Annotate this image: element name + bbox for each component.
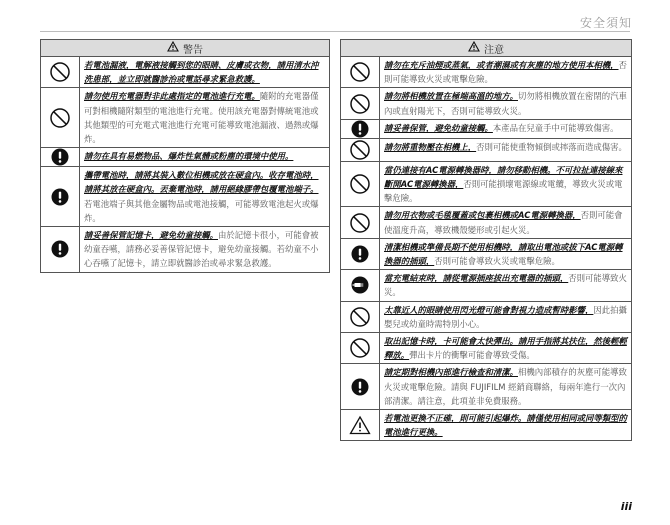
warning-item <box>41 88 329 148</box>
emphasis-text: 請勿使用充電器對非此處指定的電池進行充電。 <box>84 91 260 102</box>
warning-item-text <box>80 227 329 272</box>
body-text: 由於記憶卡很小，可能會被幼童吞嚥，請務必妥善保管記憶卡，避免幼童接觸。若幼童不小心吞嚥了記憶卡，請立即就醫診治或尋求緊急救護。 <box>84 230 319 269</box>
body-text: 若電池端子與其他金屬物品或電池接觸，可能導致電池起火或爆炸。 <box>84 198 319 223</box>
caution-heading: 注意 <box>484 44 504 56</box>
caution-item-text <box>380 364 631 409</box>
caution-panel <box>340 39 632 441</box>
emphasis-text: 請妥善保管記憶卡，避免幼童接觸。 <box>84 230 218 241</box>
caution-triangle-icon <box>167 41 179 55</box>
body-text: 彈出卡片的衝擊可能會導致受傷。 <box>409 350 535 361</box>
exclamation-icon <box>41 167 80 226</box>
header-rule <box>40 31 630 32</box>
exclamation-icon <box>41 148 80 166</box>
caution-heading-bar <box>341 40 631 57</box>
warning-item-text <box>80 88 329 147</box>
emphasis-text: 請勿用衣物或毛毯覆蓋或包裹相機或AC電源轉換器， <box>384 210 581 221</box>
emphasis-text: 請定期對相機內部進行檢查和清潔。 <box>384 367 518 378</box>
exclamation-icon <box>341 120 380 138</box>
emphasis-text: 請勿將相機放置在極端高溫的地方。 <box>384 91 518 102</box>
body-text: 切勿將相機放置在密閉的汽車內或直射陽光下，否則可能導致火災。 <box>384 91 627 116</box>
emphasis-text: 當充電結束時，請從電源插座拔出充電器的插頭， <box>384 273 569 284</box>
caution-item-text <box>380 333 631 363</box>
caution-item <box>341 239 631 270</box>
unplug-icon <box>341 270 380 300</box>
caution-item <box>341 139 631 162</box>
body-text: 否則可能損壞電源線或電纜，導致火災或電擊危險。 <box>384 179 623 204</box>
exclamation-icon <box>41 227 80 272</box>
prohibition-icon <box>41 57 80 87</box>
warning-item <box>41 57 329 88</box>
prohibition-icon <box>341 302 380 332</box>
caution-item-text <box>380 120 631 138</box>
warning-heading: 警告 <box>183 44 203 56</box>
caution-item <box>341 207 631 238</box>
prohibition-icon <box>341 333 380 363</box>
caution-item-text <box>380 302 631 332</box>
caution-item <box>341 364 631 410</box>
body-text: 否則可能導致火災。 <box>384 273 627 298</box>
warning-item <box>41 148 329 167</box>
warning-heading-bar <box>41 40 329 57</box>
caution-item-text <box>380 88 631 118</box>
emphasis-text: 攜帶電池時，請將其裝入數位相機或放在硬盒內。收存電池時，請將其放在硬盒內。丟棄電池時，請用絕緣膠帶包覆電池端子。 <box>84 170 319 195</box>
warning-item-text <box>80 167 329 226</box>
caution-item <box>341 270 631 301</box>
prohibition-icon <box>341 57 380 87</box>
caution-item-text <box>380 207 631 237</box>
body-text: 隨附的充電器僅可對相機隨附類型的電池進行充電。使用該充電器對傳統電池或其他類型的可充電式電池進行充電可能導致電池漏液、過熱或爆炸。 <box>84 91 319 145</box>
emphasis-text: 取出記憶卡時，卡可能會太快彈出。請用手指將其扶住，然後輕輕釋放。 <box>384 336 627 361</box>
body-text: 否則可能使重物傾倒或摔落而造成傷害。 <box>476 141 627 152</box>
caution-item <box>341 333 631 364</box>
caution-item-text <box>380 139 631 161</box>
emphasis-text: 請妥善保管，避免幼童接觸。 <box>384 122 493 133</box>
prohibition-icon <box>341 88 380 118</box>
caution-item-text <box>380 57 631 87</box>
warning-item <box>41 227 329 272</box>
caution-triangle-icon <box>341 410 380 440</box>
caution-item <box>341 88 631 119</box>
prohibition-icon <box>341 207 380 237</box>
caution-item <box>341 162 631 208</box>
caution-item-text <box>380 410 631 440</box>
emphasis-text: 請勿在充斥油煙或蒸氣，或者潮濕或有灰塵的地方使用本相機， <box>384 60 619 70</box>
exclamation-icon <box>341 364 380 409</box>
caution-item <box>341 120 631 139</box>
warning-panel <box>40 39 330 273</box>
body-text: 因此拍攝嬰兒或幼童時需特別小心。 <box>384 304 627 329</box>
body-text: 否則可能會使溫度升高，導致機殼變形或引起火災。 <box>384 210 623 235</box>
body-text: 相機內部積存的灰塵可能導致火災或電擊危險。請與 FUJIFILM 經銷商聯絡，每兩年進行一次內部清潔。請注意，此項並非免費服務。 <box>384 367 627 406</box>
page-number: iii <box>620 500 632 513</box>
caution-item-text <box>380 270 631 300</box>
exclamation-icon <box>341 239 380 269</box>
caution-item <box>341 57 631 88</box>
body-text: 否則可能會導致火災或電擊危險。 <box>434 256 560 267</box>
emphasis-text: 當仍連接有AC電源轉換器時，請勿移動相機。不可拉扯連接線來斷開AC電源轉換器， <box>384 164 623 190</box>
caution-triangle-icon <box>468 41 480 55</box>
emphasis-text: 清潔相機或準備長期不使用相機時，請取出電池或拔下AC電源轉換器的插頭， <box>384 241 623 267</box>
warning-item-text <box>80 148 329 166</box>
caution-item <box>341 302 631 333</box>
emphasis-text: 若電池更換不正確，則可能引起爆炸。請僅使用相同或同等類型的電池進行更換。 <box>384 413 627 438</box>
caution-item <box>341 410 631 440</box>
caution-item-text <box>380 162 631 207</box>
body-text: 本產品在兒童手中可能導致傷害。 <box>492 122 619 133</box>
emphasis-text: 太靠近人的眼睛使用閃光燈可能會對視力造成暫時影響， <box>384 304 594 315</box>
warning-item <box>41 167 329 227</box>
section-title: 安全須知 <box>579 16 632 30</box>
emphasis-text: 若電池漏液，電解液接觸到您的眼睛、皮膚或衣物，請用清水沖洗患部，並立即就醫診治或電話尋求緊急救護。 <box>84 60 319 85</box>
body-text: 否則可能導致火災或電擊危險。 <box>384 60 627 85</box>
caution-item-text <box>380 239 631 269</box>
prohibition-icon <box>341 162 380 207</box>
warning-item-text <box>80 57 329 87</box>
prohibition-icon <box>41 88 80 147</box>
emphasis-text: 請勿在具有易燃物品、爆炸性氣體或粉塵的環境中使用。 <box>84 151 294 162</box>
emphasis-text: 請勿將重物壓在相機上， <box>384 141 477 152</box>
prohibition-icon <box>341 139 380 161</box>
